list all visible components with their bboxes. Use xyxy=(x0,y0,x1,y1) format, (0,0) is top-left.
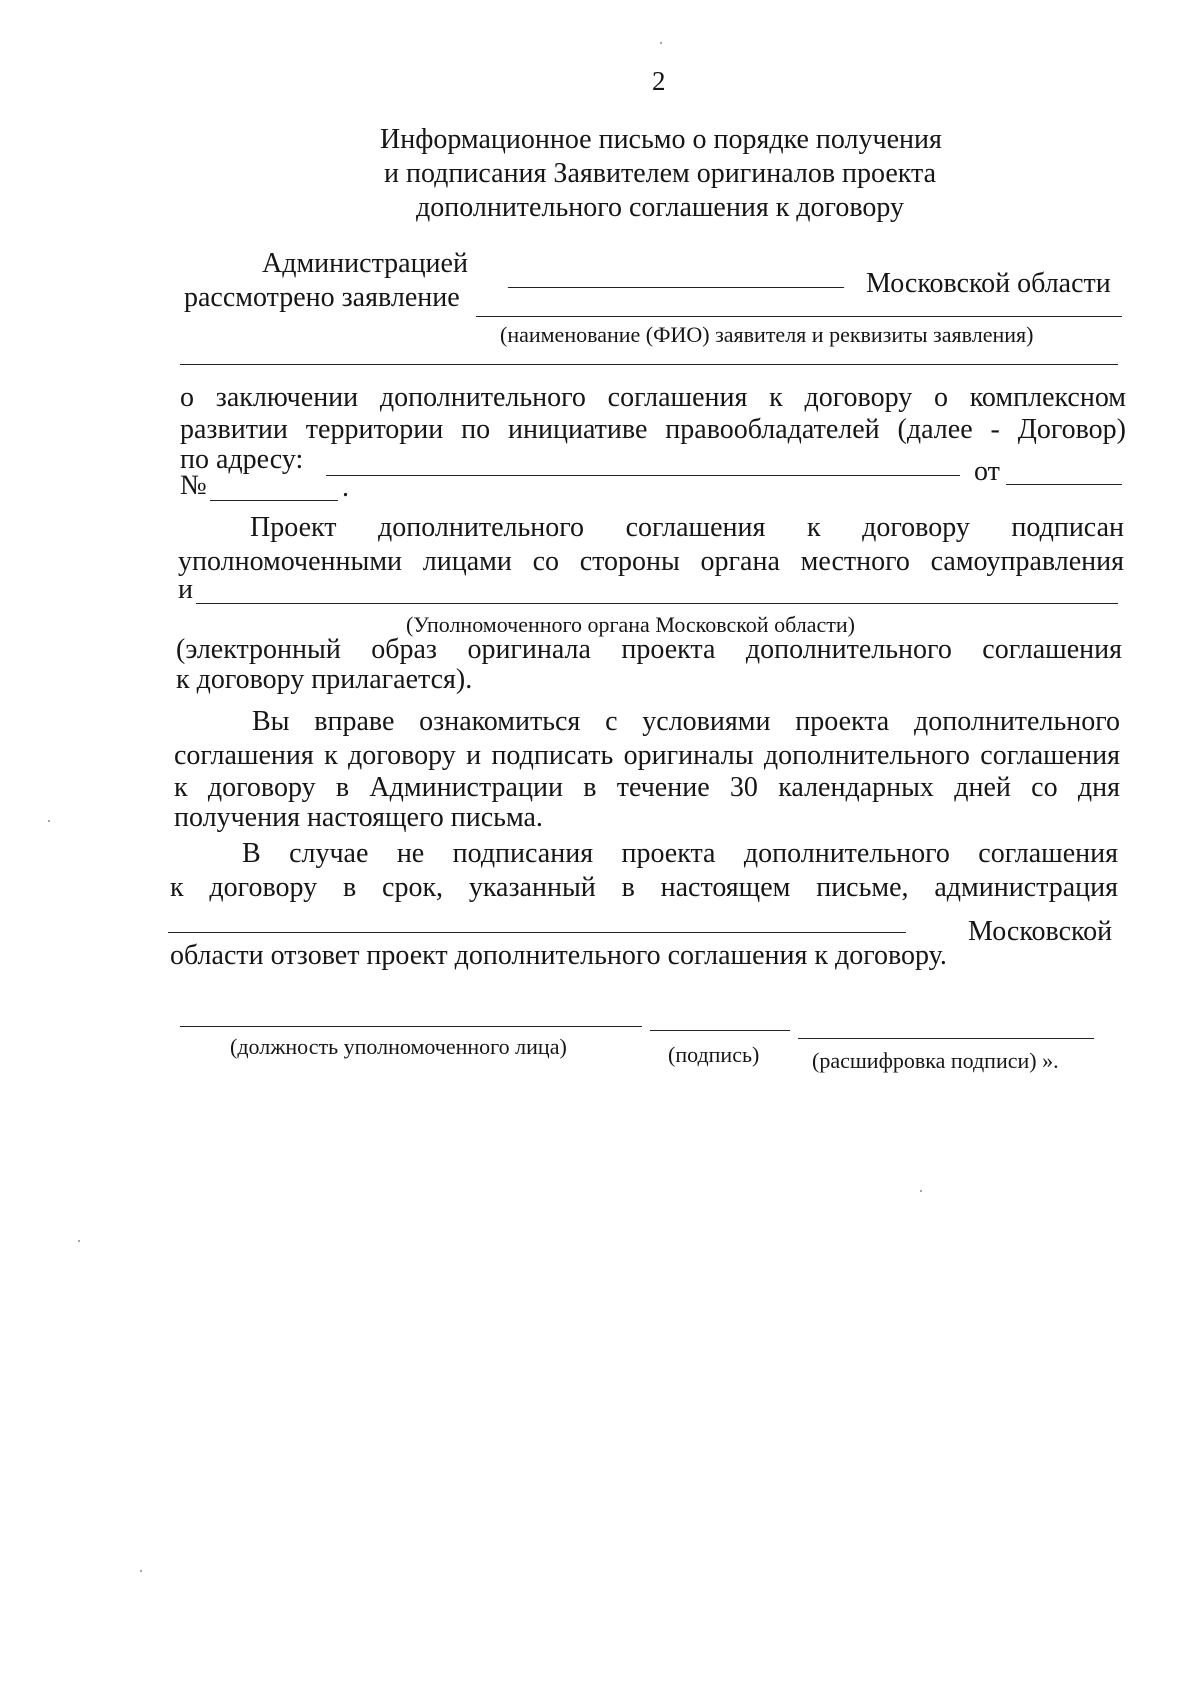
number-label: № xyxy=(180,470,207,501)
date-blank xyxy=(1006,484,1122,485)
scan-speck xyxy=(48,820,50,822)
paragraph4-line2: к договору в срок, указанный в настоящем письме, администрация xyxy=(170,872,1118,903)
applicant-blank-continued xyxy=(180,364,1118,365)
from-label: от xyxy=(974,456,1000,487)
address-label: по адресу: xyxy=(180,444,304,475)
paragraph2-line3: (электронный образ оригинала проекта дополнительного соглашения xyxy=(176,634,1122,665)
paragraph2-line1: Проект дополнительного соглашения к договору подписан xyxy=(250,512,1124,543)
scan-speck xyxy=(140,1570,142,1572)
administration-name-blank xyxy=(508,287,844,288)
signature-blank xyxy=(650,1030,790,1031)
page-number: 2 xyxy=(652,66,666,96)
paragraph3-line3: к договору в Администрации в течение 30 календарных дней со дня xyxy=(174,772,1120,803)
scan-speck xyxy=(920,1190,922,1192)
position-blank xyxy=(180,1026,642,1027)
title-line-3: дополнительного соглашения к договору xyxy=(416,192,905,223)
paragraph1-line2: развитии территории по инициативе правообладателей (далее - Договор) xyxy=(180,414,1126,445)
moscow-region-label: Московской области xyxy=(866,268,1111,299)
paragraph2-line2: уполномоченными лицами со стороны органа местного самоуправления xyxy=(178,546,1124,577)
applicant-blank xyxy=(476,316,1122,317)
considered-label: рассмотрено заявление xyxy=(184,282,460,313)
moscow-label: Московской xyxy=(968,916,1113,947)
administration-blank xyxy=(168,932,906,933)
applicant-caption: (наименование (ФИО) заявителя и реквизиты заявления) xyxy=(500,322,1034,347)
address-blank xyxy=(326,475,960,476)
scan-speck xyxy=(660,42,662,44)
position-caption: (должность уполномоченного лица) xyxy=(230,1034,567,1059)
and-label: и xyxy=(178,574,193,605)
paragraph1-line1: о заключении дополнительного соглашения к договору о комплексном xyxy=(180,382,1126,413)
number-blank xyxy=(210,500,338,501)
paragraph3-line4: получения настоящего письма. xyxy=(174,802,543,833)
scan-speck xyxy=(78,1240,80,1242)
title-line-2: и подписания Заявителем оригиналов проекта xyxy=(384,158,937,189)
paragraph2-line4: к договору прилагается). xyxy=(176,664,473,695)
decoding-caption: (расшифровка подписи) ». xyxy=(812,1048,1059,1073)
paragraph4-line1: В случае не подписания проекта дополнительного соглашения xyxy=(242,838,1118,869)
paragraph4-line3: области отзовет проект дополнительного соглашения к договору. xyxy=(170,940,947,971)
authority-caption: (Уполномоченного органа Московской области) xyxy=(406,612,855,637)
signature-caption: (подпись) xyxy=(668,1042,760,1067)
paragraph3-line1: Вы вправе ознакомиться с условиями проекта дополнительного xyxy=(252,706,1120,737)
authority-blank xyxy=(196,603,1118,604)
title-line-1: Информационное письмо о порядке получения xyxy=(380,124,942,155)
number-period: . xyxy=(342,472,349,503)
administration-label: Администрацией xyxy=(262,248,468,279)
paragraph3-line2: соглашения к договору и подписать оригиналы дополнительного соглашения xyxy=(174,740,1120,771)
decoding-blank xyxy=(798,1038,1094,1039)
